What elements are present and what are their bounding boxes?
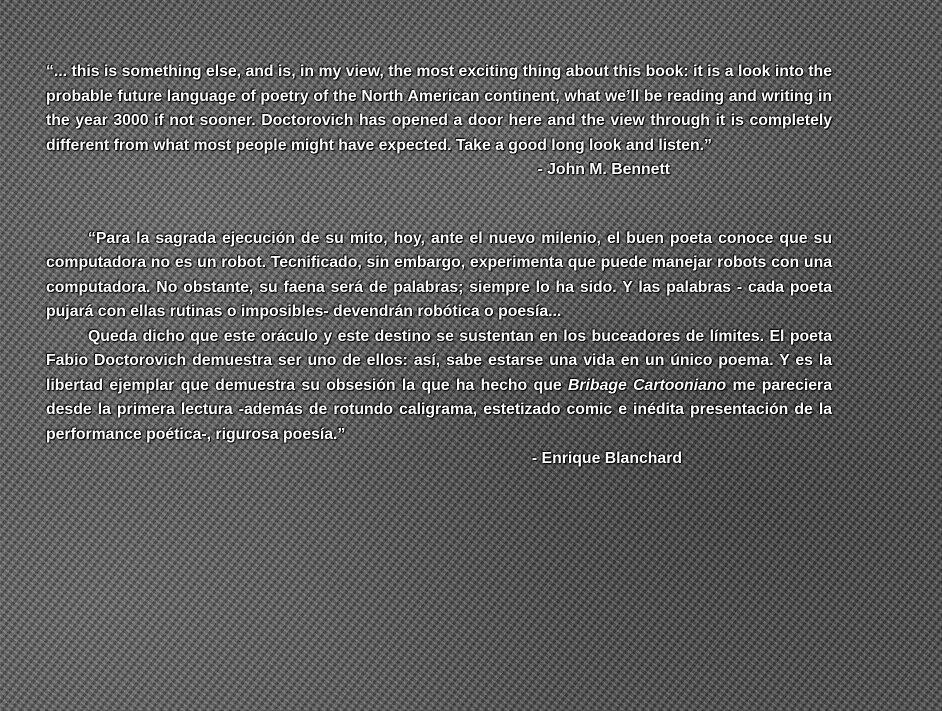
quote-blanchard-paragraph-1: “Para la sagrada ejecución de su mito, hoy, ante el nuevo milenio, el buen poeta conoce que su computadora no es un robot. Tecnificado, sin embargo, experimenta que puede manejar robots con una computadora. No obstante, su faena será de palabras; siempre lo ha sido. Y las palabras - cada poeta pujará con ellas rutinas o imposibles- devendrán robótica o poesía...	[46, 229, 832, 320]
quote-john-bennett: “... this is something else, and is, in my view, the most exciting thing about this book: it is a look into the probable future language of poetry of the North American continent, what we’ll be reading and writing in the year 3000 if not sooner. Doctorovich has opened a door here and the view through it is completely different from what most people might have expected. Take a good long look and listen.”	[46, 63, 832, 154]
paragraph-2-text-end: me pareciera desde la primera lectura -además de rotundo caligrama, estetizado comic e inédita presentación de la performance poética-, rigurosa poesía.”	[46, 376, 832, 443]
paragraph-2-text-start: Queda dicho que este oráculo y este destino se sustentan en los buceadores de límites. El poeta Fabio Doctorovich demuestra ser uno de ellos: así, sabe estarse una vida en un único poema. Y es la libertad ejemplar que demuestra su obsesión la que ha hecho que	[46, 327, 832, 394]
spacer	[46, 183, 832, 208]
attribution-john-bennett: - John M. Bennett	[537, 161, 670, 178]
text-block	[46, 60, 832, 472]
book-title: Bribage Cartooniano	[567, 376, 727, 394]
quote-blanchard-paragraph-2	[46, 325, 832, 448]
attribution-enrique-blanchard: - Enrique Blanchard	[531, 450, 682, 467]
